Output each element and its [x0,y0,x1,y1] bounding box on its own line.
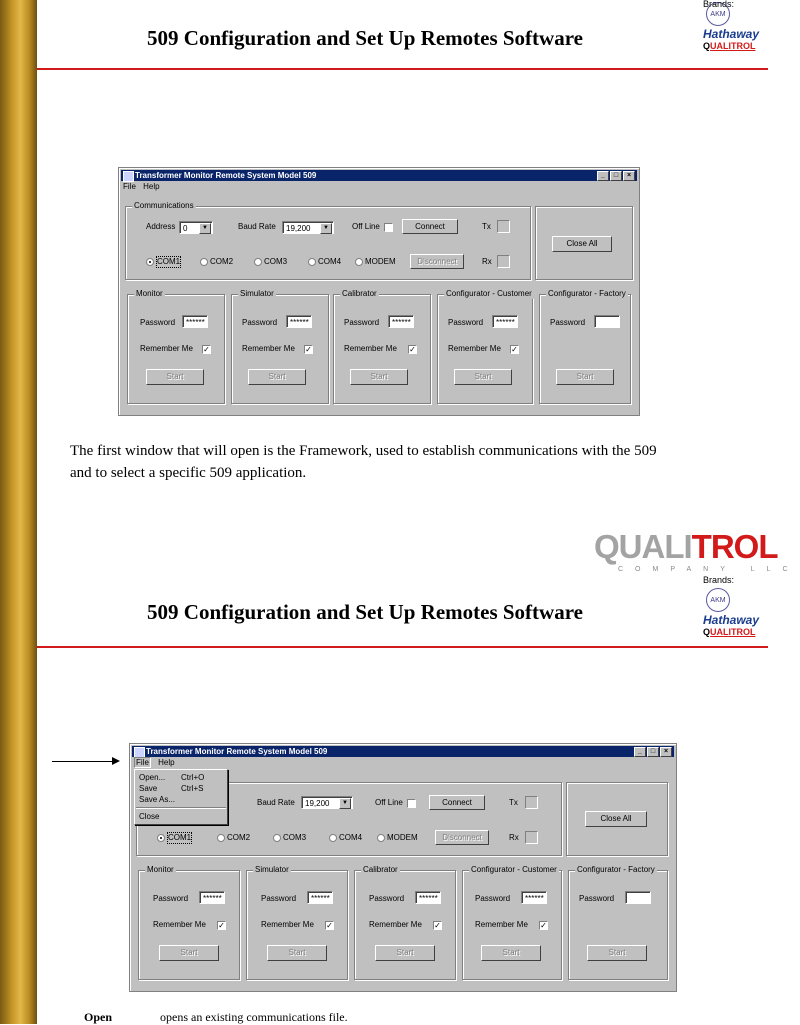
modem-label: MODEM [365,257,396,266]
menu-separator [136,807,226,809]
monitor-password-label: Password [153,894,189,903]
customer-remember-checkbox[interactable]: ✓ [511,345,518,354]
header-divider-1 [37,68,768,70]
address-value: 0 [183,224,188,233]
connect-button[interactable]: Connect [402,219,458,234]
close-all-group [566,782,668,856]
rx-label: Rx [509,833,519,842]
app-window-2 [129,743,677,992]
pointer-arrow-icon [52,761,118,762]
close-all-button[interactable]: Close All [585,811,647,827]
monitor-remember-checkbox[interactable]: ✓ [218,921,225,930]
open-description-row [84,1010,348,1025]
simulator-panel-title: Simulator [240,289,274,298]
tx-label: Tx [482,222,491,231]
gold-sidebar-bar [0,0,37,1024]
communications-label: Communications [134,201,194,210]
modem-radio[interactable] [355,258,363,266]
offline-checkbox[interactable] [384,223,393,232]
qualitrol-small-q: Q [703,41,711,51]
menu-file[interactable]: File [123,182,136,191]
close-all-group [535,206,633,280]
brands-block-2 [703,574,768,637]
offline-label: Off Line [375,798,403,807]
disconnect-button[interactable]: Disconnect [410,254,464,269]
factory-password-input[interactable] [594,315,620,328]
menu-help[interactable]: Help [143,182,160,191]
maximize-icon[interactable]: □ [647,747,659,757]
factory-password-label: Password [579,894,615,903]
slide-title-1: 509 Configuration and Set Up Remotes Software [147,26,583,50]
offline-label: Off Line [352,222,380,231]
baud-rate-label: Baud Rate [257,798,295,807]
simulator-password-input[interactable]: ****** [286,315,312,328]
calibrator-password-label: Password [344,318,380,327]
rx-indicator [497,255,510,268]
hathaway-logo-text: Hathaway [703,613,760,627]
close-icon[interactable]: × [623,171,635,181]
qualitrol-small-q: Q [703,627,711,637]
com4-radio[interactable] [329,834,337,842]
menu-item-save-label: Save [139,784,158,793]
app-window-1 [118,167,640,416]
monitor-panel-title: Monitor [147,865,174,874]
monitor-remember-label: Remember Me [140,344,193,353]
window-titlebar [132,746,674,757]
maximize-icon[interactable]: □ [610,171,622,181]
factory-start-button[interactable]: Start [587,945,647,961]
window-titlebar [121,170,637,181]
simulator-password-input[interactable]: ****** [307,891,333,904]
com1-radio[interactable] [157,834,165,842]
calibrator-password-label: Password [369,894,405,903]
close-all-button[interactable]: Close All [552,236,612,252]
monitor-panel [127,289,225,404]
body-paragraph: The first window that will open is the Framework, used to establish communications with the 509 and to select a specific 509 application. [70,443,657,481]
qualitrol-company-line: COMPANY LLC [618,566,800,573]
com3-label: COM3 [264,257,288,266]
menubar [123,182,165,192]
calibrator-panel-title: Calibrator [363,865,398,874]
qualitrol-small-logo [703,627,768,637]
offline-checkbox[interactable] [407,799,416,808]
qualitrol-logo-trol: TROL [691,528,778,565]
com2-label: COM2 [227,833,251,842]
tx-label: Tx [509,798,518,807]
simulator-start-button[interactable]: Start [267,945,327,961]
menu-help[interactable]: Help [158,758,175,767]
rx-label: Rx [482,257,492,266]
minimize-icon[interactable]: _ [597,171,609,181]
baud-rate-value: 19,200 [305,799,330,808]
com4-label: COM4 [339,833,363,842]
window-title: Transformer Monitor Remote System Model 509 [146,747,328,756]
window-controls [597,171,635,181]
com2-label: COM2 [210,257,234,266]
configurator-factory-panel [539,289,631,404]
brands-label: Brands: [703,0,735,9]
slide-title-2: 509 Configuration and Set Up Remotes Software [147,600,583,624]
com3-radio[interactable] [273,834,281,842]
calibrator-start-button[interactable]: Start [375,945,435,961]
configurator-factory-panel-title: Configurator - Factory [577,865,655,874]
configurator-factory-panel [568,865,668,980]
configurator-customer-panel [437,289,533,404]
simulator-remember-checkbox[interactable]: ✓ [326,921,333,930]
calibrator-password-input[interactable]: ****** [415,891,441,904]
customer-remember-checkbox[interactable]: ✓ [540,921,547,930]
configurator-customer-panel-title: Configurator - Customer [471,865,557,874]
calibrator-remember-checkbox[interactable]: ✓ [409,345,416,354]
customer-start-button[interactable]: Start [481,945,541,961]
simulator-panel-title: Simulator [255,865,289,874]
simulator-password-label: Password [261,894,297,903]
menu-item-open-shortcut: Ctrl+O [181,773,205,782]
menu-item-save-as[interactable]: Save As... [139,795,176,804]
simulator-panel [231,289,329,404]
simulator-remember-label: Remember Me [261,920,314,929]
file-menu-dropdown [134,769,228,825]
simulator-password-label: Password [242,318,278,327]
qualitrol-small-logo [703,41,768,51]
com3-label: COM3 [283,833,307,842]
com3-radio[interactable] [254,258,262,266]
baud-rate-select[interactable] [282,221,334,234]
customer-remember-label: Remember Me [475,920,528,929]
simulator-panel [246,865,348,980]
com1-label: COM1 [157,257,181,266]
customer-password-label: Password [475,894,511,903]
monitor-panel-title: Monitor [136,289,163,298]
monitor-remember-checkbox[interactable]: ✓ [203,345,210,354]
qualitrol-logo-q: Q [594,528,619,565]
connect-button[interactable]: Connect [429,795,485,810]
baud-rate-label: Baud Rate [238,222,276,231]
disconnect-button[interactable]: Disconnect [435,830,489,845]
brands-block-1 [703,0,768,51]
address-select[interactable] [179,221,213,234]
menu-item-close[interactable]: Close [139,812,160,821]
menu-file[interactable]: File [136,758,149,767]
tx-indicator [497,220,510,233]
customer-password-input[interactable]: ****** [521,891,547,904]
factory-password-label: Password [550,318,586,327]
minimize-icon[interactable]: _ [634,747,646,757]
calibrator-panel-title: Calibrator [342,289,377,298]
monitor-remember-label: Remember Me [153,920,206,929]
chevron-down-icon[interactable]: ▼ [199,223,211,234]
calibrator-password-input[interactable]: ****** [388,315,414,328]
monitor-start-button[interactable]: Start [146,369,204,385]
com1-radio[interactable] [146,258,154,266]
baud-rate-value: 19,200 [286,224,311,233]
menubar [134,758,180,768]
simulator-remember-checkbox[interactable]: ✓ [305,345,312,354]
rx-indicator [525,831,538,844]
menu-item-open-label: Open... [139,773,166,782]
com2-radio[interactable] [217,834,225,842]
factory-password-input[interactable] [625,891,651,904]
communications-group [125,201,531,280]
calibrator-panel [354,865,456,980]
open-description: opens an existing communications file. [160,1010,348,1024]
calibrator-remember-label: Remember Me [344,344,397,353]
menu-item-open[interactable] [135,772,227,783]
open-term: Open [84,1010,113,1024]
configurator-customer-panel [462,865,562,980]
chevron-down-icon[interactable]: ▼ [320,223,332,234]
monitor-password-input[interactable]: ****** [182,315,208,328]
modem-label: MODEM [387,833,418,842]
calibrator-remember-label: Remember Me [369,920,422,929]
address-label: Address [146,222,176,231]
app-icon [123,171,134,182]
modem-radio[interactable] [377,834,385,842]
com1-label: COM1 [168,833,192,842]
brands-label: Brands: [703,575,735,585]
customer-password-label: Password [448,318,484,327]
hathaway-logo-text: Hathaway [703,27,760,41]
monitor-panel [138,865,240,980]
simulator-start-button[interactable]: Start [248,369,306,385]
customer-remember-label: Remember Me [448,344,501,353]
configurator-customer-panel-title: Configurator - Customer [446,289,532,298]
com2-radio[interactable] [200,258,208,266]
qualitrol-logo-uali: UALI [618,528,692,565]
tx-indicator [525,796,538,809]
calibrator-remember-checkbox[interactable]: ✓ [434,921,441,930]
customer-start-button[interactable]: Start [454,369,512,385]
configurator-factory-panel-title: Configurator - Factory [548,289,626,298]
akm-logo-icon: AKM [706,588,730,612]
chevron-down-icon[interactable]: ▼ [339,798,351,809]
factory-start-button[interactable]: Start [556,369,614,385]
window-title: Transformer Monitor Remote System Model 509 [135,171,317,180]
monitor-password-input[interactable]: ****** [199,891,225,904]
menu-item-save[interactable] [135,783,227,794]
calibrator-panel [333,289,431,404]
header-divider-2 [37,646,768,648]
com4-radio[interactable] [308,258,316,266]
monitor-start-button[interactable]: Start [159,945,219,961]
window-controls [634,747,672,757]
customer-password-input[interactable]: ****** [492,315,518,328]
simulator-remember-label: Remember Me [242,344,295,353]
baud-rate-select[interactable] [301,796,353,809]
akm-logo-icon: AKM [706,2,730,26]
qualitrol-small-rest: UALITROL [710,41,756,51]
close-icon[interactable]: × [660,747,672,757]
calibrator-start-button[interactable]: Start [350,369,408,385]
qualitrol-small-rest: UALITROL [710,627,756,637]
qualitrol-logo [594,528,778,566]
monitor-password-label: Password [140,318,176,327]
com4-label: COM4 [318,257,342,266]
menu-item-save-shortcut: Ctrl+S [181,784,204,793]
